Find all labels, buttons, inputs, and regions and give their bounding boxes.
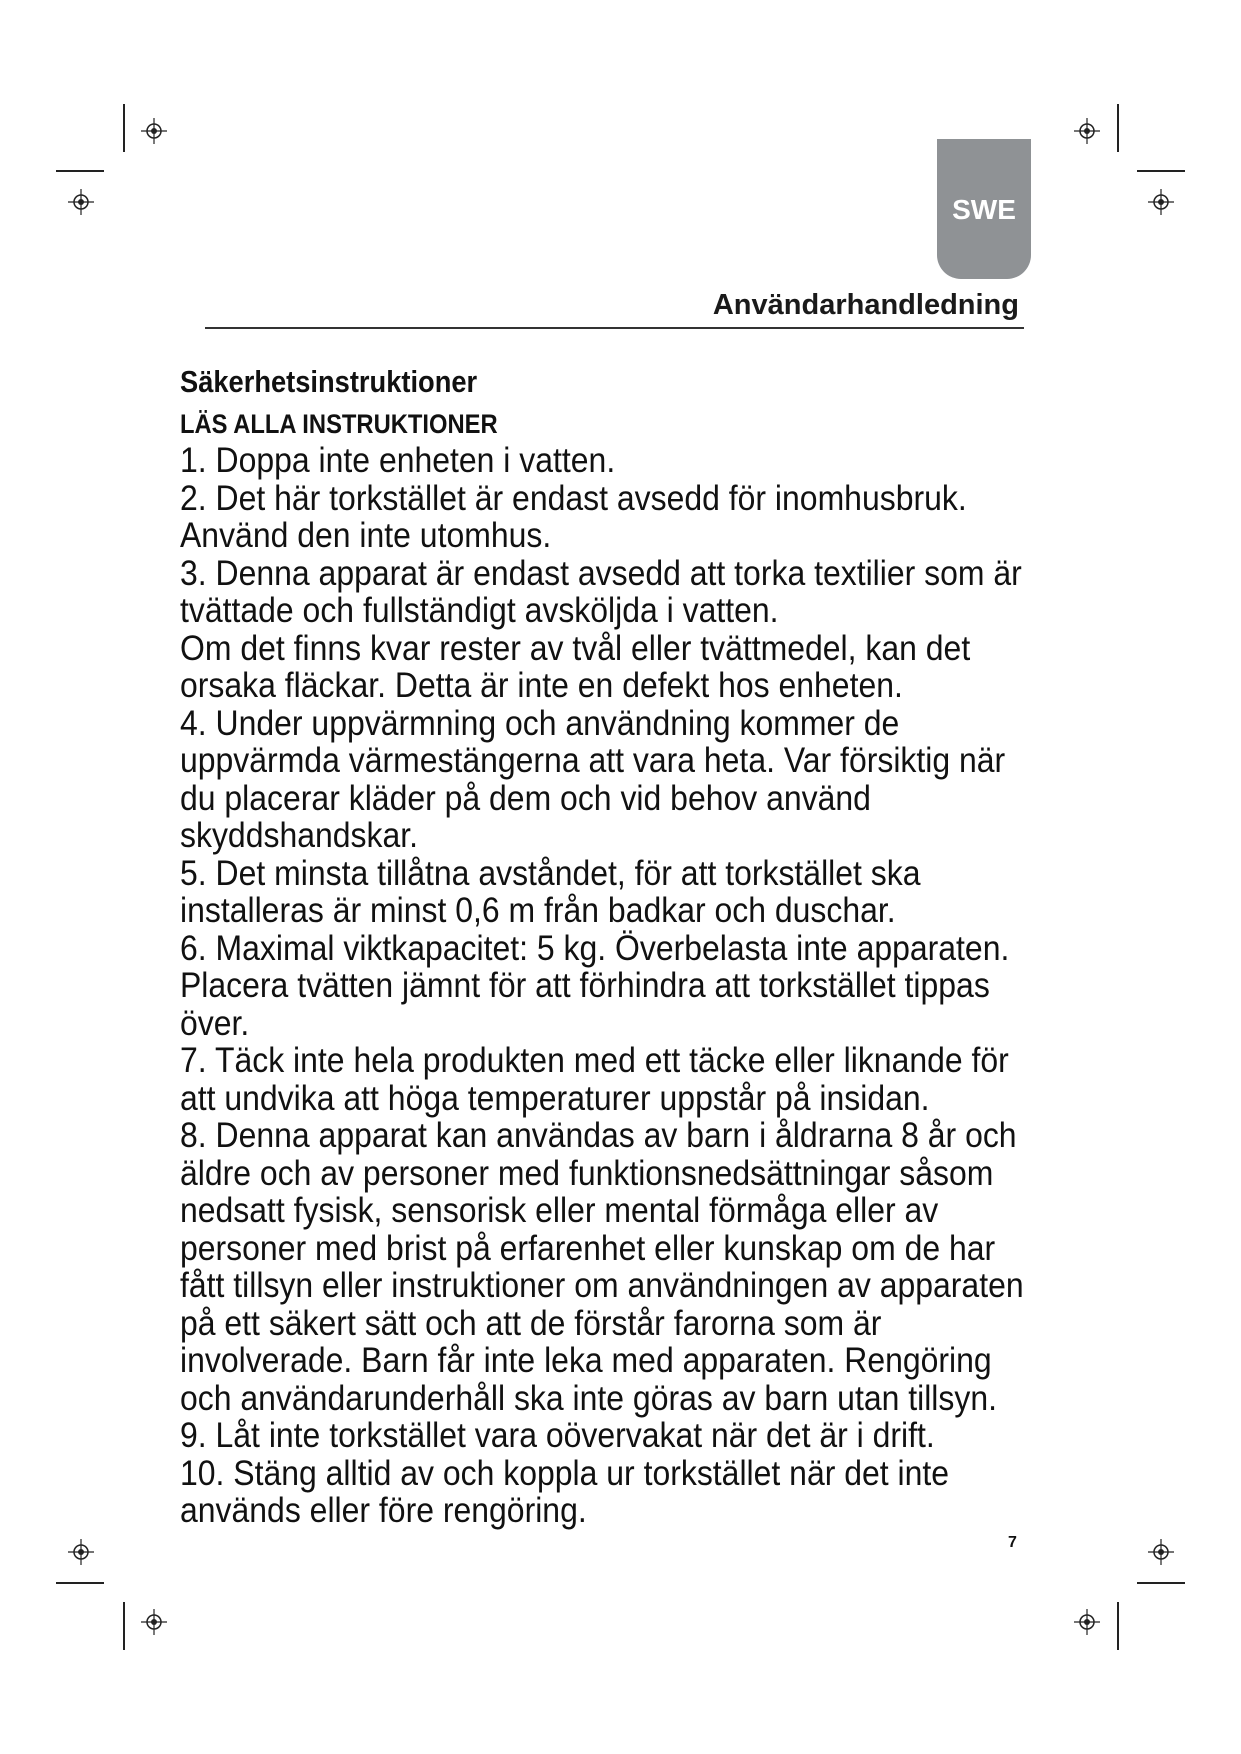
instruction-line: 3. Denna apparat är endast avsedd att torka textilier som är [180,552,1022,593]
section-title: Säkerhetsinstruktioner [180,364,478,399]
registration-mark-icon [141,1609,167,1635]
registration-mark-icon [1074,118,1100,144]
instruction-line: Använd den inte utomhus. [180,515,552,555]
instruction-line: 6. Maximal viktkapacitet: 5 kg. Överbelasta inte apparaten. [180,927,1010,968]
crop-mark [1137,1582,1185,1584]
page-number: 7 [1008,1534,1017,1551]
instruction-line: 10. Stäng alltid av och koppla ur torkstället när det inte [180,1452,950,1493]
instruction-line: 4. Under uppvärmning och användning kommer de [180,702,900,743]
instruction-line: Om det finns kvar rester av tvål eller tvättmedel, kan det [180,627,971,668]
instruction-line: personer med brist på erfarenhet eller kunskap om de har [180,1227,996,1268]
registration-mark-icon [141,118,167,144]
instruction-line: uppvärmda värmestängerna att vara heta. Var försiktig när [180,740,1006,780]
header-divider [205,327,1024,329]
instruction-line: Placera tvätten jämnt för att förhindra att torkstället tippas [180,965,990,1005]
crop-mark [1117,1602,1119,1650]
instruction-line: skyddshandskar. [180,815,418,855]
instruction-line: 1. Doppa inte enheten i vatten. [180,440,616,480]
crop-mark [1137,170,1185,172]
language-tab [937,139,1031,279]
crop-mark [1117,104,1119,152]
registration-mark-icon [1148,1539,1174,1565]
crop-mark [56,1582,104,1584]
instruction-line: nedsatt fysisk, sensorisk eller mental förmåga eller av [180,1190,939,1230]
instruction-line: på ett säkert sätt och att de förstår farorna som är [180,1302,882,1343]
crop-mark [123,104,125,152]
instruction-line: installeras är minst 0,6 m från badkar och duschar. [180,890,896,930]
instructions-body [180,442,1053,1530]
instruction-line: 9. Låt inte torkstället vara oövervakat när det är i drift. [180,1415,935,1455]
instruction-line: och användarunderhåll ska inte göras av barn utan tillsyn. [180,1377,998,1418]
instruction-line: används eller före rengöring. [180,1490,587,1530]
registration-mark-icon [68,189,94,215]
instruction-line: äldre och av personer med funktionsnedsättningar såsom [180,1152,994,1193]
instruction-line: fått tillsyn eller instruktioner om användningen av apparaten [180,1265,1024,1305]
guide-title: Användarhandledning [712,289,1019,321]
crop-mark [123,1602,125,1650]
crop-mark [56,170,104,172]
instruction-line: orsaka fläckar. Detta är inte en defekt hos enheten. [180,665,903,705]
instruction-line: 8. Denna apparat kan användas av barn i åldrarna 8 år och [180,1115,1017,1155]
instruction-line: du placerar kläder på dem och vid behov använd [180,777,871,818]
registration-mark-icon [68,1539,94,1565]
section-subtitle: LÄS ALLA INSTRUKTIONER [180,409,498,439]
registration-mark-icon [1074,1609,1100,1635]
instruction-line: 2. Det här torkstället är endast avsedd för inomhusbruk. [180,477,967,518]
language-tab-label: SWE [952,194,1016,225]
registration-mark-icon [1148,189,1174,215]
instruction-line: involverade. Barn får inte leka med apparaten. Rengöring [180,1340,992,1380]
instruction-line: 5. Det minsta tillåtna avståndet, för att torkstället ska [180,852,921,893]
instruction-line: 7. Täck inte hela produkten med ett täcke eller liknande för [180,1040,1009,1080]
instruction-line: att undvika att höga temperaturer uppstår på insidan. [180,1077,930,1118]
instruction-line: över. [180,1002,250,1043]
instruction-line: tvättade och fullständigt avsköljda i vatten. [180,590,779,630]
